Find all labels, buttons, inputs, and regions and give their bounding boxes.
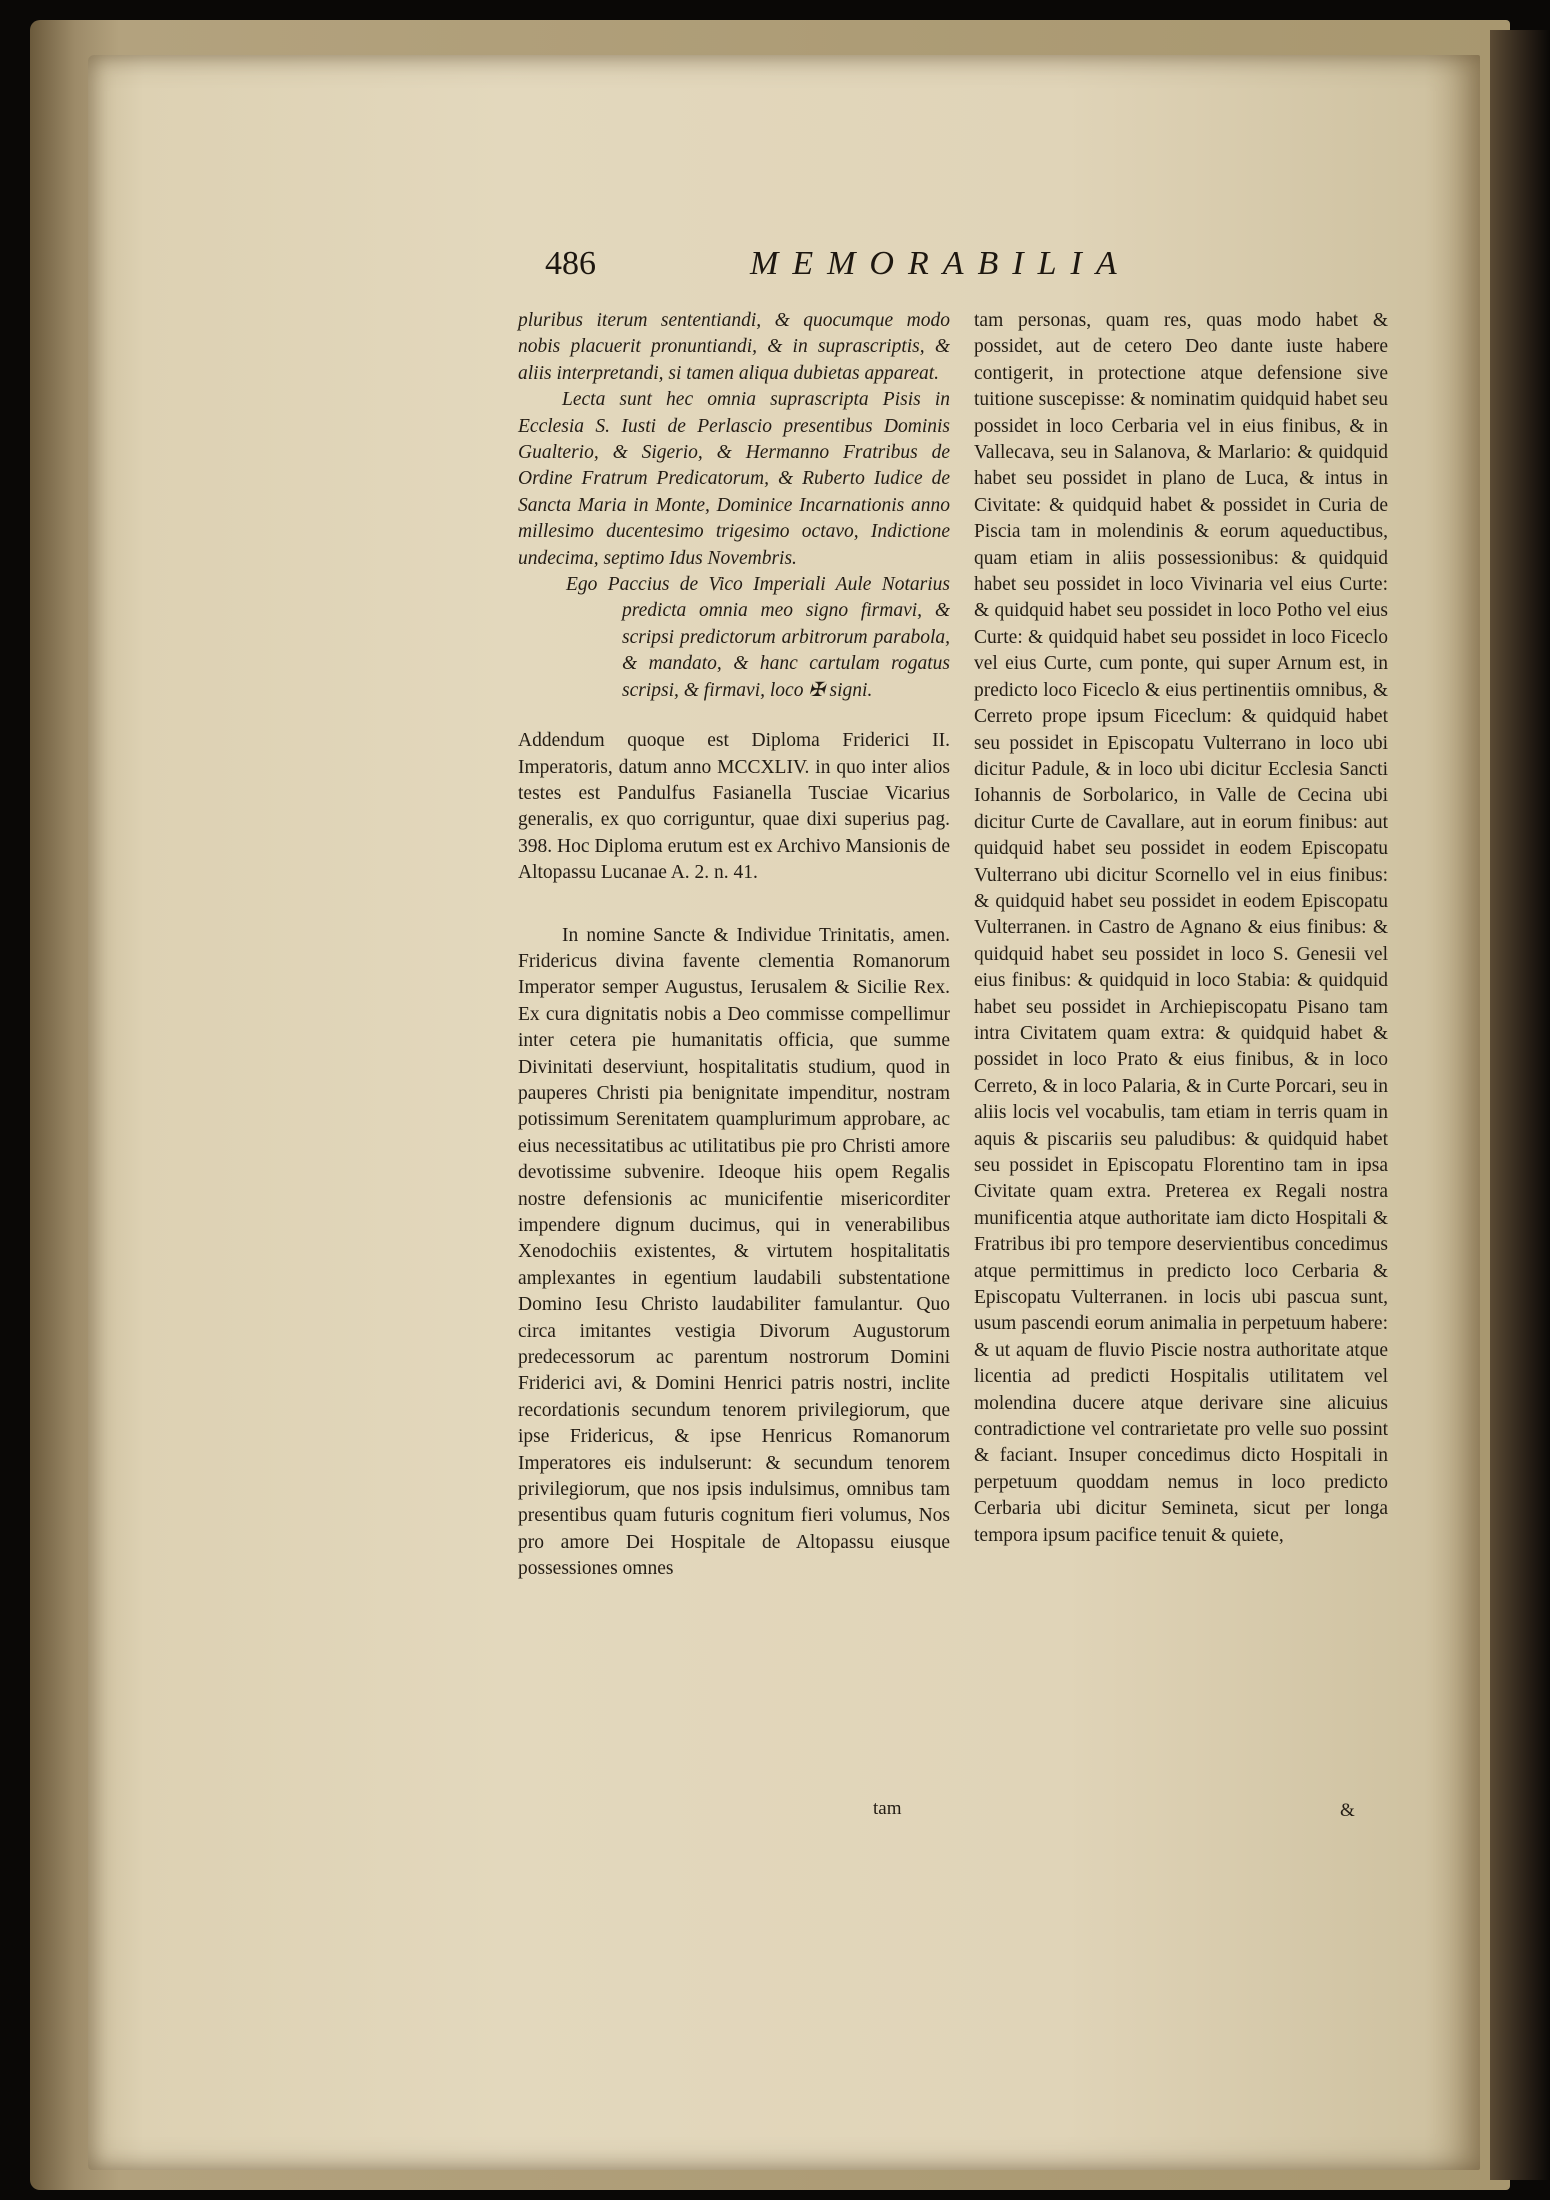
- paragraph-notary-subscription: Ego Paccius de Vico Imperiali Aule Notarius predicta omnia meo signo firmavi, & scripsi predictorum arbitrorum parabola, & mandato, & hanc cartulam rogatus scripsi, & firmavi, loco ✠ signi.: [566, 574, 950, 701]
- page-header: [545, 245, 1225, 295]
- paragraph-diploma-text: In nomine Sancte & Individue Trinitatis, amen. Fridericus divina favente clementia Romanorum Imperator semper Augustus, Ierusalem & Sicilie Rex. Ex cura dignitatis nobis a Deo commisse compellimur inter cetera pie humanitatis officia, que summe Divinitati deserviunt, hospitalitatis studium, quod in pauperes Christi pia benignitate impenditur, nostram potissimum Serenitatem quamplurimum approbare, ac eius necessitatibus ac utilitatibus pie pro Christi amore devotissime subvenire. Ideoque hiis opem Regalis nostre defensionis ac municifentie misericorditer impendere dignum ducimus, qui in venerabilibus Xenodochiis existentes, & virtutem hospitalitatis amplexantes in egentium laudabili substentatione Domino Iesu Christo laudabiliter famulantur. Quo circa imitantes vestigia Divorum Augustorum predecessorum ac parentum nostrorum Domini Friderici avi, & Domini Henrici patris nostri, inclite recordationis secundum tenorem privilegiorum, que ipse Fridericus, & ipse Henricus Romanorum Imperatores eis indulserunt: & secundum tenorem privilegiorum, que nos ipsis indulsimus, omnibus tam presentibus quam futuris cognitum fieri volumus, Nos pro amore Dei Hospitale de Altopassu eiusque possessiones omnes: [518, 924, 950, 1580]
- paragraph-addendum-note: Addendum quoque est Diploma Friderici II. Imperatoris, datum anno MCCXLIV. in quo inter alios testes est Pandulfus Fasianella Tusciae Vicarius generalis, ex quo corriguntur, quae dixi superius pag. 398. Hoc Diploma erutum est ex Archivo Mansionis de Altopassu Lucanae A. 2. n. 41.: [518, 730, 950, 884]
- paragraph-reading-attestation: Lecta sunt hec omnia suprascripta Pisis in Ecclesia S. Iusti de Perlascio presentibus Dominis Gualterio, & Sigerio, & Hermanno Fratribus de Ordine Fratrum Predicatorum, & Ruberto Iudice de Sancta Maria in Monte, Dominice Incarnationis anno millesimo ducentesimo trigesimo octavo, Indictione undecima, septimo Idus Novembris.: [518, 389, 950, 569]
- catchword-left: tam: [873, 1798, 902, 1819]
- page-number: 486: [545, 245, 596, 282]
- paragraph-arbitration-end: pluribus iterum sententiandi, & quocumque modo nobis placuerit pronuntiandi, & in suprascriptis, & aliis interpretandi, si tamen aliqua dubietas appareat.: [518, 310, 950, 384]
- book-gutter-shadow: [1490, 30, 1550, 2180]
- running-title: MEMORABILIA: [750, 245, 1131, 282]
- left-column: [518, 308, 950, 1583]
- catchword-right: &: [1340, 1800, 1355, 1821]
- paragraph-diploma-continuation: tam personas, quam res, quas modo habet & possidet, aut de cetero Deo dante iuste habere contigerit, in protectione atque defensione sive tuitione suscepisse: & nominatim quidquid habet seu possidet in loco Cerbaria vel in eius finibus, & in Vallecava, seu in Salanova, & Marlario: & quidquid habet seu possidet in plano de Luca, & intus in Civitate: & quidquid habet & possidet in Curia de Piscia tam in molendinis & eorum aqueductibus, quam etiam in aliis possessionibus: & quidquid habet seu possidet in loco Vivinaria vel eius Curte: & quidquid habet seu possidet in loco Potho vel eius Curte: & quidquid habet seu possidet in loco Ficeclo vel eius Curte, cum ponte, qui super Arnum est, in predicto loco Ficeclo & eius pertinentiis omnibus, & Cerreto prope ipsum Ficeclum: & quidquid habet seu possidet in Episcopatu Vulterrano in loco ubi dicitur Padule, & in loco ubi dicitur Ecclesia Sancti Iohannis de Sorbolarico, in Valle de Cecina ubi dicitur Curte de Cavallare, aut in eorum finibus: aut quidquid habet seu possidet in eodem Episcopatu Vulterrano ubi dicitur Scornello vel in eius finibus: & quidquid habet seu possidet in eodem Episcopatu Vulterranen. in Castro de Agnano & eius finibus: & quidquid habet seu possidet in loco S. Genesii vel eius finibus: & quidquid in loco Stabia: & quidquid habet seu possidet in Archiepiscopatu Pisano tam intra Civitatem quam extra: & quidquid habet & possidet in loco Prato & eius finibus, & in loco Cerreto, & in loco Palaria, & in Curte Porcari, seu in aliis locis vel vocabulis, tam etiam in terris quam in aquis & piscariis seu paludibus: & quidquid habet seu possidet in Episcopatu Florentino tam in ipsa Civitate quam extra. Preterea ex Regali nostra munificentia atque authoritate iam dicto Hospitali & Fratribus ibi pro tempore deservientibus concedimus atque permittimus in predicto loco Cerbaria & Episcopatu Vulterranen. in locis ubi pascua sunt, usum pascendi eorum animalia in perpetuum habere: & ut aquam de fluvio Piscie nostra authoritate atque licentia ad predicti Hospitalis utilitatem vel molendina ducere atque derivare sine alicuius contradictione vel contrarietate pro velle suo possint & faciant. Insuper concedimus dicto Hospitali in perpetuum quoddam nemus in loco predicto Cerbaria ubi dicitur Semineta, sicut per longa tempora ipsum pacifice tenuit & quiete,: [974, 310, 1388, 1546]
- right-column: [974, 308, 1388, 1549]
